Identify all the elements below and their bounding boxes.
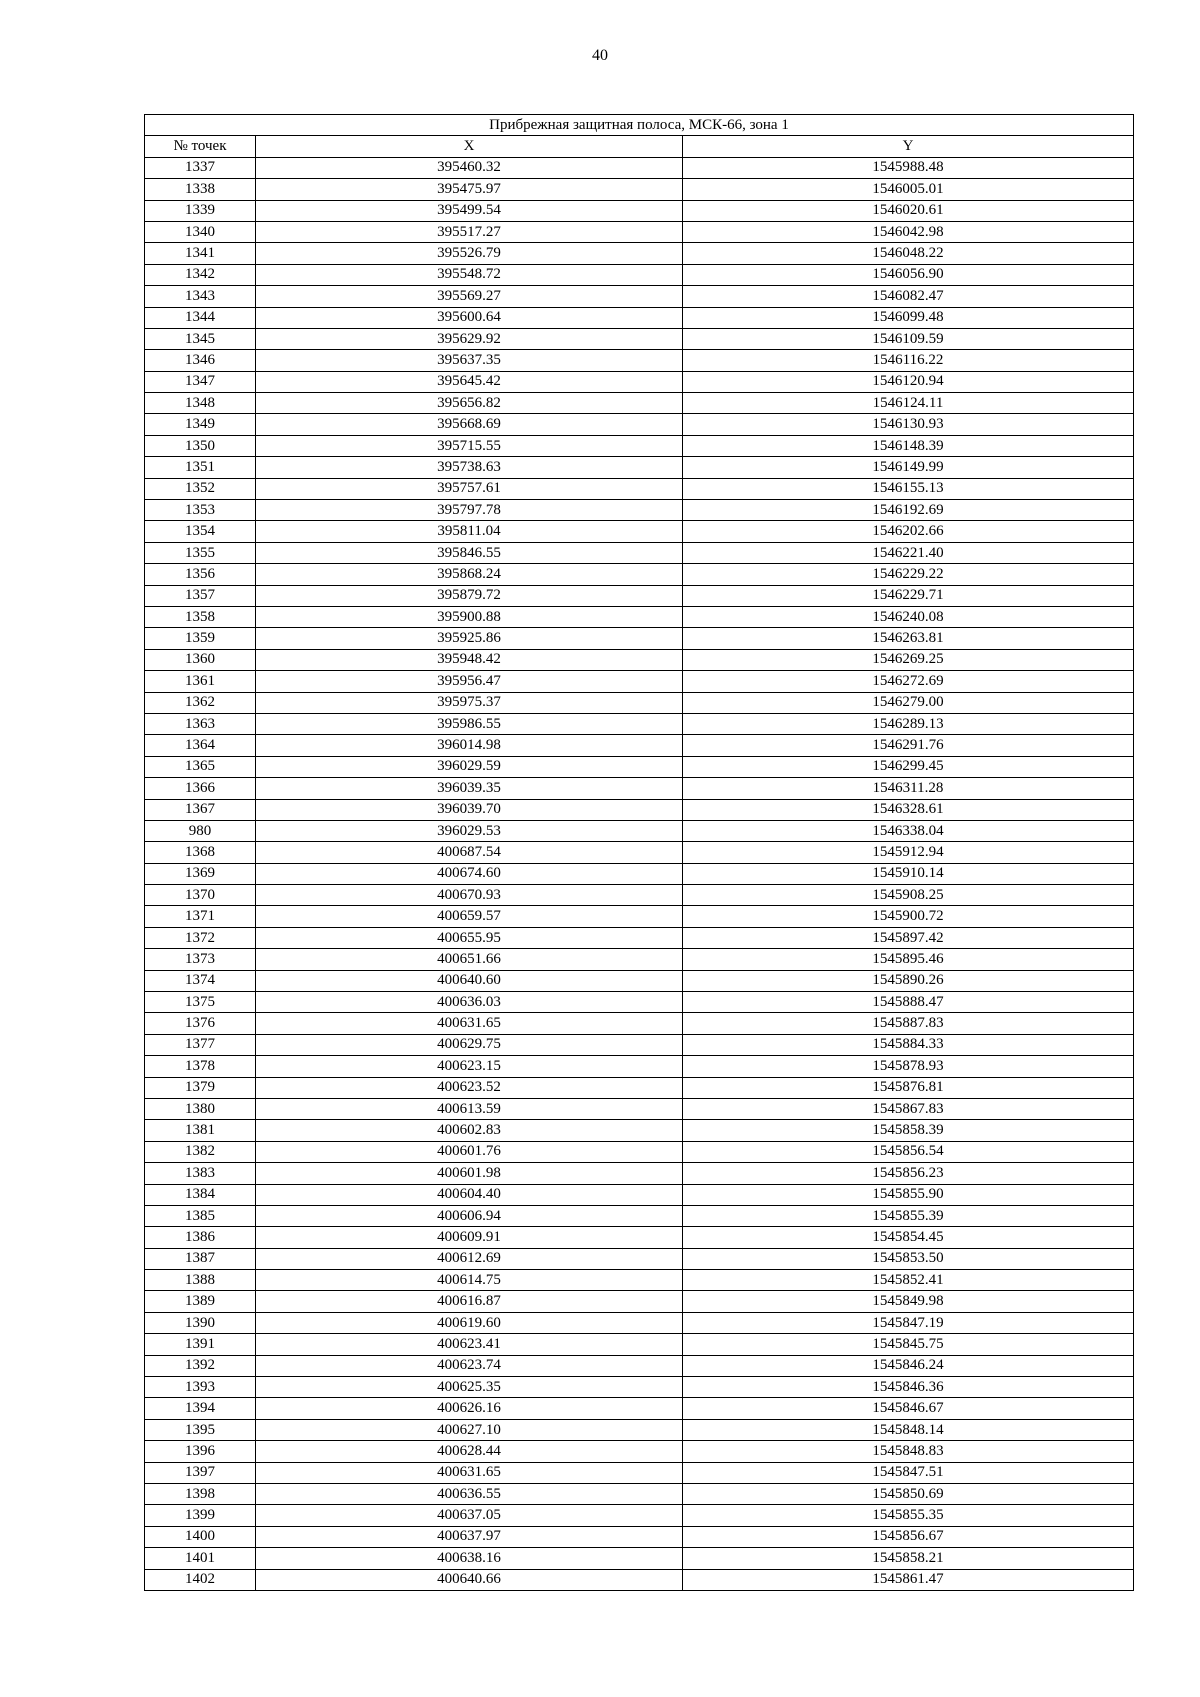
table-row [145, 457, 1134, 478]
cell-y: 1545846.36 [683, 1377, 1134, 1398]
table-row [145, 435, 1134, 456]
column-header-x: X [256, 136, 683, 157]
cell-x: 400637.97 [256, 1526, 683, 1547]
cell-point-number: 1352 [145, 478, 256, 499]
cell-point-number: 1344 [145, 307, 256, 328]
cell-y: 1545861.47 [683, 1569, 1134, 1590]
table-row [145, 521, 1134, 542]
cell-point-number: 1371 [145, 906, 256, 927]
table-row [145, 1312, 1134, 1333]
table-row [145, 1377, 1134, 1398]
table-row [145, 606, 1134, 627]
cell-y: 1546279.00 [683, 692, 1134, 713]
cell-y: 1545895.46 [683, 949, 1134, 970]
cell-x: 400619.60 [256, 1312, 683, 1333]
cell-point-number: 1370 [145, 885, 256, 906]
cell-y: 1546109.59 [683, 328, 1134, 349]
table-row [145, 756, 1134, 777]
table-row [145, 1569, 1134, 1590]
cell-y: 1546263.81 [683, 628, 1134, 649]
cell-point-number: 980 [145, 820, 256, 841]
cell-y: 1546120.94 [683, 371, 1134, 392]
cell-point-number: 1354 [145, 521, 256, 542]
cell-x: 395517.27 [256, 221, 683, 242]
cell-y: 1545887.83 [683, 1013, 1134, 1034]
cell-x: 395900.88 [256, 606, 683, 627]
cell-y: 1546291.76 [683, 735, 1134, 756]
table-row [145, 1355, 1134, 1376]
cell-y: 1546042.98 [683, 221, 1134, 242]
cell-x: 395629.92 [256, 328, 683, 349]
cell-x: 395645.42 [256, 371, 683, 392]
table-row [145, 1548, 1134, 1569]
cell-point-number: 1373 [145, 949, 256, 970]
cell-y: 1546311.28 [683, 778, 1134, 799]
table-row [145, 1098, 1134, 1119]
table-row [145, 179, 1134, 200]
cell-x: 400602.83 [256, 1120, 683, 1141]
table-row [145, 1270, 1134, 1291]
table-row [145, 885, 1134, 906]
cell-point-number: 1368 [145, 842, 256, 863]
cell-point-number: 1372 [145, 927, 256, 948]
cell-y: 1546082.47 [683, 286, 1134, 307]
table-row [145, 157, 1134, 178]
cell-point-number: 1381 [145, 1120, 256, 1141]
cell-x: 400614.75 [256, 1270, 683, 1291]
cell-x: 400638.16 [256, 1548, 683, 1569]
cell-x: 396039.70 [256, 799, 683, 820]
cell-y: 1546221.40 [683, 542, 1134, 563]
cell-y: 1546099.48 [683, 307, 1134, 328]
cell-y: 1546048.22 [683, 243, 1134, 264]
table-row [145, 371, 1134, 392]
cell-x: 400627.10 [256, 1419, 683, 1440]
cell-x: 395656.82 [256, 393, 683, 414]
cell-x: 395846.55 [256, 542, 683, 563]
table-row [145, 1505, 1134, 1526]
table-header-row [145, 136, 1134, 157]
table-row [145, 628, 1134, 649]
cell-point-number: 1353 [145, 500, 256, 521]
cell-y: 1545908.25 [683, 885, 1134, 906]
cell-point-number: 1395 [145, 1419, 256, 1440]
cell-point-number: 1391 [145, 1334, 256, 1355]
table-row [145, 1441, 1134, 1462]
table-row [145, 949, 1134, 970]
table-row [145, 992, 1134, 1013]
cell-x: 395569.27 [256, 286, 683, 307]
table-row [145, 735, 1134, 756]
cell-y: 1546130.93 [683, 414, 1134, 435]
cell-point-number: 1390 [145, 1312, 256, 1333]
cell-y: 1545855.35 [683, 1505, 1134, 1526]
table-row [145, 393, 1134, 414]
cell-x: 395738.63 [256, 457, 683, 478]
table-row [145, 350, 1134, 371]
cell-y: 1545846.67 [683, 1398, 1134, 1419]
table-row [145, 564, 1134, 585]
cell-point-number: 1359 [145, 628, 256, 649]
cell-y: 1545856.67 [683, 1526, 1134, 1547]
cell-x: 400606.94 [256, 1205, 683, 1226]
cell-point-number: 1377 [145, 1034, 256, 1055]
cell-y: 1545854.45 [683, 1227, 1134, 1248]
cell-point-number: 1374 [145, 970, 256, 991]
cell-point-number: 1385 [145, 1205, 256, 1226]
cell-point-number: 1366 [145, 778, 256, 799]
cell-x: 400659.57 [256, 906, 683, 927]
cell-x: 400609.91 [256, 1227, 683, 1248]
cell-point-number: 1365 [145, 756, 256, 777]
cell-x: 395797.78 [256, 500, 683, 521]
cell-x: 400623.15 [256, 1056, 683, 1077]
cell-y: 1546328.61 [683, 799, 1134, 820]
cell-point-number: 1375 [145, 992, 256, 1013]
cell-x: 400623.52 [256, 1077, 683, 1098]
cell-point-number: 1346 [145, 350, 256, 371]
cell-y: 1545848.14 [683, 1419, 1134, 1440]
table-row [145, 970, 1134, 991]
cell-point-number: 1342 [145, 264, 256, 285]
coordinates-table [144, 114, 1134, 1591]
cell-x: 395637.35 [256, 350, 683, 371]
cell-y: 1545847.51 [683, 1462, 1134, 1483]
table-row [145, 1013, 1134, 1034]
cell-y: 1545852.41 [683, 1270, 1134, 1291]
cell-x: 400636.03 [256, 992, 683, 1013]
cell-point-number: 1386 [145, 1227, 256, 1248]
cell-y: 1545884.33 [683, 1034, 1134, 1055]
table-row [145, 221, 1134, 242]
cell-y: 1545867.83 [683, 1098, 1134, 1119]
cell-x: 400687.54 [256, 842, 683, 863]
cell-point-number: 1362 [145, 692, 256, 713]
table-row [145, 1484, 1134, 1505]
cell-point-number: 1341 [145, 243, 256, 264]
cell-point-number: 1388 [145, 1270, 256, 1291]
cell-x: 395460.32 [256, 157, 683, 178]
cell-point-number: 1340 [145, 221, 256, 242]
cell-y: 1546124.11 [683, 393, 1134, 414]
cell-x: 395475.97 [256, 179, 683, 200]
cell-point-number: 1364 [145, 735, 256, 756]
cell-x: 395548.72 [256, 264, 683, 285]
cell-point-number: 1356 [145, 564, 256, 585]
cell-x: 400616.87 [256, 1291, 683, 1312]
cell-x: 395526.79 [256, 243, 683, 264]
cell-y: 1545847.19 [683, 1312, 1134, 1333]
cell-point-number: 1399 [145, 1505, 256, 1526]
cell-point-number: 1398 [145, 1484, 256, 1505]
cell-point-number: 1339 [145, 200, 256, 221]
cell-point-number: 1397 [145, 1462, 256, 1483]
cell-point-number: 1363 [145, 713, 256, 734]
cell-point-number: 1392 [145, 1355, 256, 1376]
cell-y: 1546272.69 [683, 671, 1134, 692]
column-header-point-number: № точек [145, 136, 256, 157]
table-row [145, 713, 1134, 734]
cell-point-number: 1337 [145, 157, 256, 178]
cell-y: 1545856.23 [683, 1163, 1134, 1184]
cell-y: 1546155.13 [683, 478, 1134, 499]
cell-x: 396029.53 [256, 820, 683, 841]
cell-y: 1546289.13 [683, 713, 1134, 734]
cell-y: 1545910.14 [683, 863, 1134, 884]
cell-x: 396029.59 [256, 756, 683, 777]
table-row [145, 1419, 1134, 1440]
table-row [145, 478, 1134, 499]
cell-x: 395868.24 [256, 564, 683, 585]
table-row [145, 585, 1134, 606]
cell-point-number: 1367 [145, 799, 256, 820]
table-row [145, 1526, 1134, 1547]
cell-y: 1546148.39 [683, 435, 1134, 456]
table-row [145, 671, 1134, 692]
table-row [145, 1077, 1134, 1098]
cell-x: 400612.69 [256, 1248, 683, 1269]
table-row [145, 1291, 1134, 1312]
cell-x: 395757.61 [256, 478, 683, 499]
cell-x: 400631.65 [256, 1013, 683, 1034]
table-row [145, 842, 1134, 863]
table-row [145, 1227, 1134, 1248]
cell-x: 400613.59 [256, 1098, 683, 1119]
table-row [145, 500, 1134, 521]
cell-point-number: 1347 [145, 371, 256, 392]
table-caption-row [145, 115, 1134, 136]
cell-x: 395715.55 [256, 435, 683, 456]
cell-point-number: 1394 [145, 1398, 256, 1419]
cell-y: 1546229.22 [683, 564, 1134, 585]
table-row [145, 1334, 1134, 1355]
cell-y: 1545855.39 [683, 1205, 1134, 1226]
cell-point-number: 1358 [145, 606, 256, 627]
cell-x: 395956.47 [256, 671, 683, 692]
table-row [145, 307, 1134, 328]
cell-y: 1546202.66 [683, 521, 1134, 542]
cell-y: 1546338.04 [683, 820, 1134, 841]
cell-x: 400636.55 [256, 1484, 683, 1505]
table-row [145, 906, 1134, 927]
cell-y: 1545858.39 [683, 1120, 1134, 1141]
cell-x: 395975.37 [256, 692, 683, 713]
cell-x: 400626.16 [256, 1398, 683, 1419]
table-row [145, 286, 1134, 307]
cell-x: 395948.42 [256, 649, 683, 670]
cell-y: 1545846.24 [683, 1355, 1134, 1376]
cell-x: 395986.55 [256, 713, 683, 734]
table-row [145, 1163, 1134, 1184]
table-row [145, 414, 1134, 435]
cell-y: 1545988.48 [683, 157, 1134, 178]
cell-y: 1546299.45 [683, 756, 1134, 777]
cell-point-number: 1382 [145, 1141, 256, 1162]
cell-y: 1545853.50 [683, 1248, 1134, 1269]
table-row [145, 1205, 1134, 1226]
table-row [145, 1120, 1134, 1141]
cell-x: 400674.60 [256, 863, 683, 884]
table-row [145, 200, 1134, 221]
cell-x: 400629.75 [256, 1034, 683, 1055]
table-row [145, 1034, 1134, 1055]
page-number: 40 [592, 47, 608, 64]
cell-x: 400625.35 [256, 1377, 683, 1398]
table-row [145, 264, 1134, 285]
table-row [145, 328, 1134, 349]
cell-y: 1545900.72 [683, 906, 1134, 927]
cell-y: 1546229.71 [683, 585, 1134, 606]
cell-point-number: 1349 [145, 414, 256, 435]
cell-x: 400651.66 [256, 949, 683, 970]
cell-point-number: 1351 [145, 457, 256, 478]
table-row [145, 799, 1134, 820]
cell-x: 395811.04 [256, 521, 683, 542]
cell-y: 1546269.25 [683, 649, 1134, 670]
cell-point-number: 1393 [145, 1377, 256, 1398]
cell-point-number: 1380 [145, 1098, 256, 1119]
cell-x: 400640.60 [256, 970, 683, 991]
cell-x: 400623.41 [256, 1334, 683, 1355]
cell-x: 395925.86 [256, 628, 683, 649]
cell-point-number: 1379 [145, 1077, 256, 1098]
cell-x: 396039.35 [256, 778, 683, 799]
table-body [145, 157, 1134, 1590]
cell-y: 1545849.98 [683, 1291, 1134, 1312]
cell-x: 395499.54 [256, 200, 683, 221]
cell-y: 1545912.94 [683, 842, 1134, 863]
cell-y: 1546056.90 [683, 264, 1134, 285]
cell-x: 396014.98 [256, 735, 683, 756]
cell-x: 400670.93 [256, 885, 683, 906]
cell-point-number: 1396 [145, 1441, 256, 1462]
cell-y: 1546020.61 [683, 200, 1134, 221]
table-row [145, 243, 1134, 264]
cell-x: 400655.95 [256, 927, 683, 948]
cell-y: 1545876.81 [683, 1077, 1134, 1098]
cell-x: 400628.44 [256, 1441, 683, 1462]
cell-point-number: 1338 [145, 179, 256, 200]
cell-y: 1545897.42 [683, 927, 1134, 948]
table-row [145, 1056, 1134, 1077]
table-row [145, 820, 1134, 841]
table-row [145, 1248, 1134, 1269]
cell-point-number: 1387 [145, 1248, 256, 1269]
cell-y: 1545878.93 [683, 1056, 1134, 1077]
cell-y: 1545855.90 [683, 1184, 1134, 1205]
cell-point-number: 1348 [145, 393, 256, 414]
table-row [145, 927, 1134, 948]
cell-y: 1545888.47 [683, 992, 1134, 1013]
table-row [145, 1398, 1134, 1419]
cell-y: 1546240.08 [683, 606, 1134, 627]
cell-point-number: 1343 [145, 286, 256, 307]
cell-x: 400623.74 [256, 1355, 683, 1376]
cell-point-number: 1357 [145, 585, 256, 606]
cell-point-number: 1389 [145, 1291, 256, 1312]
cell-point-number: 1360 [145, 649, 256, 670]
cell-point-number: 1383 [145, 1163, 256, 1184]
cell-point-number: 1402 [145, 1569, 256, 1590]
table-row [145, 1141, 1134, 1162]
table-row [145, 1462, 1134, 1483]
cell-y: 1546149.99 [683, 457, 1134, 478]
cell-x: 400601.76 [256, 1141, 683, 1162]
cell-y: 1546005.01 [683, 179, 1134, 200]
cell-x: 400640.66 [256, 1569, 683, 1590]
cell-x: 400631.65 [256, 1462, 683, 1483]
cell-point-number: 1350 [145, 435, 256, 456]
cell-point-number: 1361 [145, 671, 256, 692]
cell-x: 400604.40 [256, 1184, 683, 1205]
cell-y: 1545856.54 [683, 1141, 1134, 1162]
table-row [145, 649, 1134, 670]
cell-y: 1545845.75 [683, 1334, 1134, 1355]
cell-y: 1546192.69 [683, 500, 1134, 521]
cell-point-number: 1400 [145, 1526, 256, 1547]
cell-y: 1546116.22 [683, 350, 1134, 371]
cell-y: 1545858.21 [683, 1548, 1134, 1569]
cell-point-number: 1401 [145, 1548, 256, 1569]
table-row [145, 863, 1134, 884]
cell-y: 1545850.69 [683, 1484, 1134, 1505]
cell-point-number: 1376 [145, 1013, 256, 1034]
table-row [145, 1184, 1134, 1205]
cell-x: 400637.05 [256, 1505, 683, 1526]
cell-point-number: 1369 [145, 863, 256, 884]
table-row [145, 692, 1134, 713]
cell-x: 395600.64 [256, 307, 683, 328]
cell-y: 1545848.83 [683, 1441, 1134, 1462]
cell-point-number: 1345 [145, 328, 256, 349]
cell-point-number: 1378 [145, 1056, 256, 1077]
cell-x: 400601.98 [256, 1163, 683, 1184]
column-header-y: Y [683, 136, 1134, 157]
table-row [145, 542, 1134, 563]
cell-x: 395879.72 [256, 585, 683, 606]
cell-y: 1545890.26 [683, 970, 1134, 991]
cell-x: 395668.69 [256, 414, 683, 435]
cell-point-number: 1384 [145, 1184, 256, 1205]
cell-point-number: 1355 [145, 542, 256, 563]
table-caption: Прибрежная защитная полоса, МСК-66, зона 1 [145, 115, 1134, 136]
table-row [145, 778, 1134, 799]
